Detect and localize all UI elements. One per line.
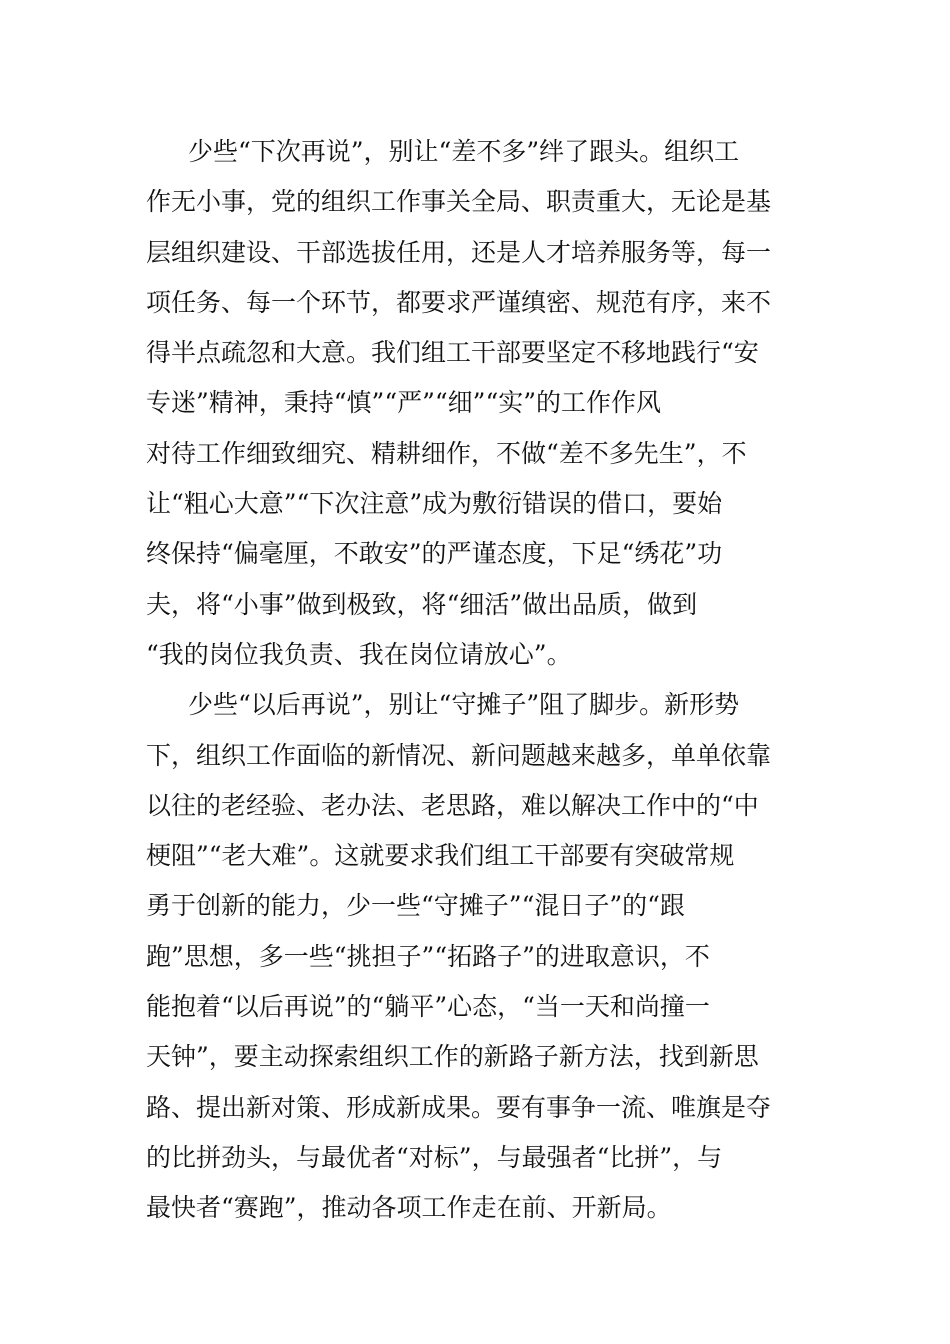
text-line: 的比拼劲头，与最优者“对标”，与最强者“比拼”，与	[146, 1142, 723, 1172]
text-line: 跑”思想，多一些“挑担子”“拓路子”的进取意识，不	[146, 941, 710, 971]
document-page	[146, 127, 806, 1234]
text-line: 作无小事，党的组织工作事关全局、职责重大，无论是基	[146, 187, 772, 217]
text-line: “我的岗位我负责、我在岗位请放心”。	[146, 639, 572, 669]
text-line: 天钟”，要主动探索组织工作的新路子新方法，找到新思	[146, 1042, 759, 1072]
text-line: 能抱着“以后再说”的“躺平”心态，“当一天和尚撞一	[146, 992, 710, 1022]
text-line: 下，组织工作面临的新情况、新问题越来越多，单单依靠	[146, 740, 772, 770]
text-line: 夫，将“小事”做到极致，将“细活”做出品质，做到	[146, 589, 698, 619]
text-line: 路、提出新对策、形成新成果。要有事争一流、唯旗是夺	[146, 1092, 772, 1122]
text-line: 项任务、每一个环节，都要求严谨缜密、规范有序，来不	[146, 287, 772, 317]
text-line: 勇于创新的能力，少一些“守摊子”“混日子”的“跟	[146, 891, 685, 921]
text-line: 对待工作细致细究、精耕细作，不做“差不多先生”，不	[146, 438, 747, 468]
paragraph-1	[146, 127, 806, 680]
text-line: 终保持“偏毫厘，不敢安”的严谨态度，下足“绣花”功	[146, 539, 723, 569]
text-line: 少些“以后再说”，别让“守摊子”阻了脚步。新形势	[188, 690, 740, 720]
text-line: 梗阻”“老大难”。这就要求我们组工干部要有突破常规	[146, 841, 735, 871]
paragraph-2	[146, 680, 806, 1233]
text-line: 以往的老经验、老办法、老思路，难以解决工作中的“中	[146, 790, 759, 820]
text-line: 得半点疏忽和大意。我们组工干部要坚定不移地践行“安	[146, 338, 759, 368]
text-line: 专迷”精神，秉持“慎”“严”“细”“实”的工作作风	[146, 388, 662, 418]
text-line: 最快者“赛跑”，推动各项工作走在前、开新局。	[146, 1193, 672, 1223]
text-line: 让“粗心大意”“下次注意”成为敷衍错误的借口，要始	[146, 489, 723, 519]
text-line: 少些“下次再说”，别让“差不多”绊了跟头。组织工	[188, 137, 740, 166]
text-line: 层组织建设、干部选拔任用，还是人才培养服务等，每一	[146, 237, 772, 267]
